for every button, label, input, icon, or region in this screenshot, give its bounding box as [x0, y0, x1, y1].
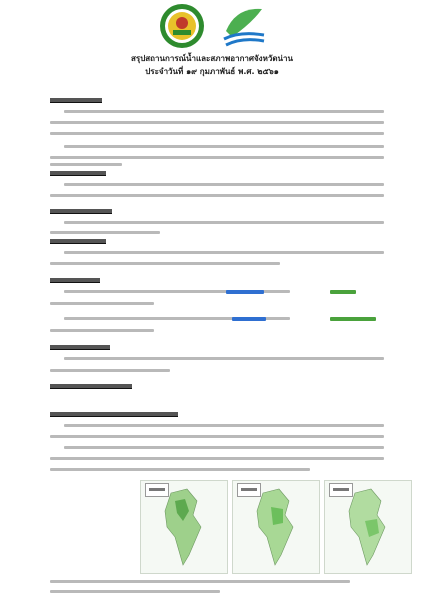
department-emblem-logo — [159, 3, 205, 49]
section-heading — [50, 239, 106, 244]
text-line — [50, 457, 384, 460]
highlighted-value — [226, 290, 264, 294]
text-line — [50, 132, 384, 135]
text-line — [64, 251, 384, 254]
panel-label — [145, 483, 169, 497]
text-line — [64, 221, 384, 224]
highlighted-value — [232, 317, 266, 321]
title-line-1: สรุปสถานการณ์น้ำและสภาพอากาศจังหวัดน่าน — [131, 54, 293, 63]
panel-label — [237, 483, 261, 497]
section-heading — [50, 278, 100, 283]
weather-map-panel — [324, 480, 412, 574]
text-line — [64, 145, 384, 148]
highlighted-value — [330, 317, 376, 321]
text-line — [64, 183, 384, 186]
text-line — [64, 424, 384, 427]
text-line — [50, 262, 280, 265]
text-line — [50, 369, 170, 372]
partner-logo — [222, 3, 266, 49]
document-title — [0, 52, 424, 78]
weather-map-panel — [140, 480, 228, 574]
text-line — [50, 194, 384, 197]
text-line — [64, 110, 384, 113]
text-line — [50, 468, 310, 471]
text-line — [64, 357, 384, 360]
section-heading — [50, 384, 132, 389]
text-line — [50, 302, 154, 305]
section-heading — [50, 98, 102, 103]
section-heading — [50, 209, 112, 214]
weather-map-panel — [232, 480, 320, 574]
source-note-line — [50, 590, 220, 593]
section-heading — [50, 412, 178, 417]
section-heading — [50, 345, 110, 350]
text-line — [50, 121, 384, 124]
section-heading — [50, 171, 106, 176]
text-line — [50, 163, 122, 166]
text-line — [50, 231, 160, 234]
text-line — [50, 156, 384, 159]
source-note-line — [50, 580, 350, 583]
text-line — [50, 329, 154, 332]
panel-label — [329, 483, 353, 497]
text-line — [50, 435, 384, 438]
text-line — [64, 446, 384, 449]
title-line-2: ประจำวันที่ ๑๙ กุมภาพันธ์ พ.ศ. ๒๕๖๑ — [145, 67, 279, 76]
highlighted-value — [330, 290, 356, 294]
